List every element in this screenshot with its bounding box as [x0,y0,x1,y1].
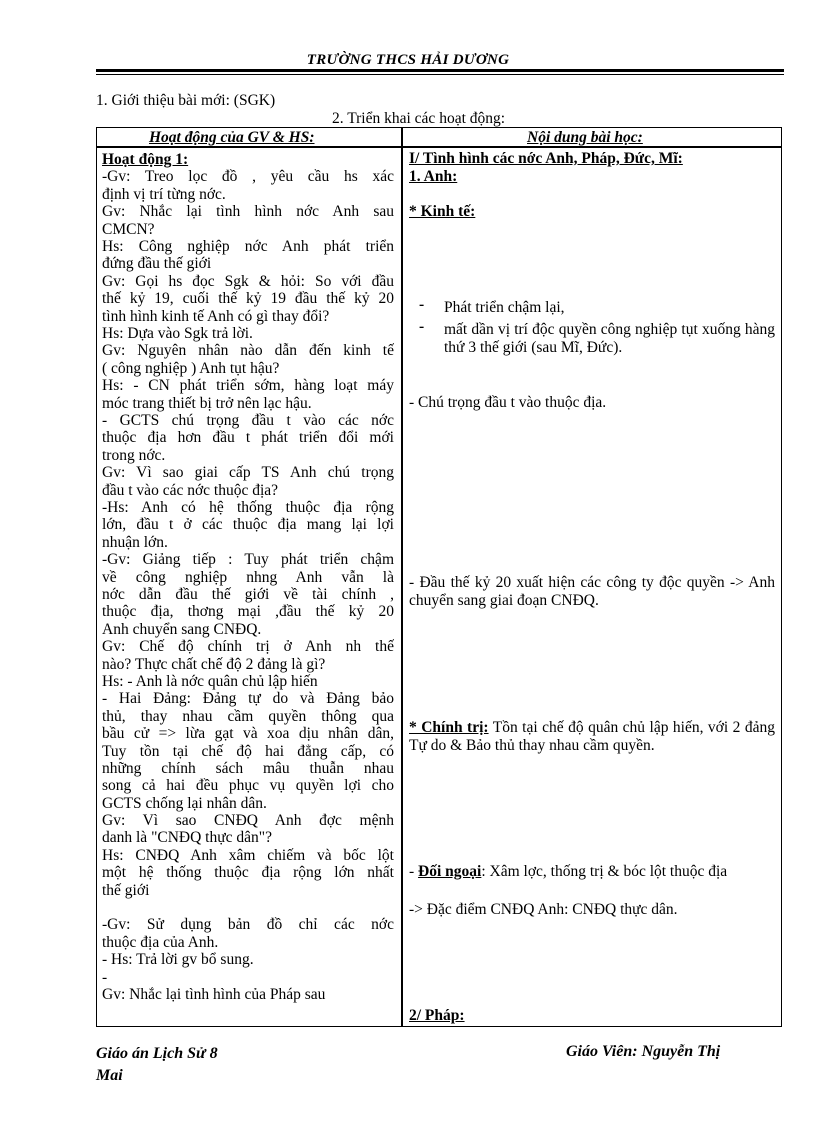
activity-line: - Hs: Trả lời gv bổ sung. [102,951,254,969]
footer-teacher: Giáo Viên: Nguyễn Thị [566,1043,721,1060]
activity-line: thế kỷ 19, cuối thế kỷ 19 đầu thế kỷ 20 [102,290,394,308]
activity-line: danh là "CNĐQ thực dân"? [102,829,272,847]
activity-line: Gv: Nhắc lại tình hình nớc Anh sau [102,203,394,221]
subsection-phap: 2/ Pháp: [409,1007,465,1024]
activity-line: Gv: Nguyên nhân nào dẫn đến kinh tế [102,342,394,360]
characteristic-point: -> Đặc điểm CNĐQ Anh: CNĐQ thực dân. [409,901,678,918]
bullet-marker: - [419,296,425,313]
activity-line: nào? Thực chất chế độ 2 đảng là gì? [102,655,326,673]
activity-title: Hoạt động 1: [102,151,189,168]
activity-line: thuộc địa của Anh. [102,933,219,951]
activity-line: thuộc địa, thơng mại ,đầu thế kỷ 20 [102,603,394,621]
activity-line: Anh chuyển sang CNĐQ. [102,620,262,638]
activity-line: những chính sách mâu thuẫn nhau [102,759,394,777]
activity-line: định vị trí từng nớc. [102,185,226,203]
school-header: TRƯỜNG THCS HẢI DƯƠNG [306,52,510,68]
lesson-table [96,127,782,1027]
activity-line: Hs: Công nghiệp nớc Anh phát triển [102,238,394,255]
economy-bullet-2: - mất dần vị trí độc quyền công nghiệp tụt xuống hàng thứ 3 thế giới (sau Mĩ, Đức). [419,318,775,356]
activity-line: thế giới [102,881,150,899]
economy-label: * Kinh tế: [409,203,476,220]
right-column-header: Nội dung bài học: [527,129,643,146]
activity-line: đầu t vào các nớc thuộc địa? [102,481,279,499]
activity-line [102,899,394,916]
activity-line: tình hình kinh tế Anh có gì thay đổi? [102,307,330,325]
footer-course-cont: Mai [96,1067,123,1084]
left-column-header: Hoạt động của GV & HS: [149,129,315,146]
activity-line: bầu cử => lừa gạt và xoa dịu nhân dân, [102,725,394,743]
foreign-policy-point: - Đối ngoại: Xâm lợc, thống trị & bóc lột thuộc địa [409,863,728,880]
activity-line: Gv: Gọi hs đọc Sgk & hỏi: So với đầu [102,272,394,290]
foreign-policy-label: Đối ngoại [418,863,482,880]
activity-line: Tuy tồn tại chế độ hai đẳng cấp, có [102,742,394,760]
activity-line: - GCTS chú trọng đầu t vào các nớc [102,411,394,429]
teacher-student-activities [102,151,394,1003]
subheading: 2. Triển khai các hoạt động: [332,110,506,127]
activity-line: -Gv: Sử dụng bản đồ chỉ các nớc [102,916,394,934]
economy-bullet-1: - Phát triển chậm lại, [419,296,565,316]
activity-line: -Gv: Giảng tiếp : Tuy phát triển chậm [102,551,394,569]
activity-line: Gv: Chế độ chính trị ở Anh nh thế [102,638,394,656]
activity-line: - [102,968,108,986]
activity-line: móc trang thiết bị trở nên lạc hậu. [102,394,312,412]
activity-line: trong nớc. [102,446,166,464]
subsection-anh: 1. Anh: [409,168,458,185]
activity-line: -Hs: Anh có hệ thống thuộc địa rộng [102,498,394,516]
activity-line: CMCN? [102,220,155,238]
activity-line: GCTS chống lại nhân dân. [102,794,267,812]
activity-line: lớn, đầu t ở các thuộc địa mang lại lợi [102,516,394,534]
activity-line: nhuận lớn. [102,533,168,551]
activity-line: Hs: - CN phát triển sớm, hàng loạt máy [102,377,394,395]
footer-left [96,1043,218,1087]
politics-point [409,719,775,755]
section-title: I/ Tình hình các nớc Anh, Pháp, Đức, Mĩ: [409,150,683,167]
column-divider [401,128,403,1026]
bullet-marker: - [419,318,425,335]
activity-line: - Hai Đảng: Đảng tự do và Đảng bảo [102,690,394,708]
investment-point: - Chú trọng đầu t vào thuộc địa. [409,394,607,411]
activity-line: một hệ thống thuộc địa rộng lớn nhất [102,864,394,882]
imperialism-point: - Đầu thế kỷ 20 xuất hiện các công ty độc quyền -> Anh chuyển sang giai đoạn CNĐQ. [409,574,775,609]
activity-line: thủ, thay nhau cầm quyền thông qua [102,707,394,725]
activity-line: về công nghiệp nhng Anh vẫn là [102,568,394,586]
footer-course: Giáo án Lịch Sử 8 [96,1045,218,1062]
activity-line: Gv: Nhắc lại tình hình của Pháp sau [102,986,326,1004]
activity-line: Hs: - Anh là nớc quân chủ lập hiến [102,672,318,690]
activity-line: Hs: CNĐQ Anh xâm chiếm và bốc lột [102,846,394,864]
activity-line: -Gv: Treo lọc đồ , yêu cầu hs xác [102,168,394,186]
activity-line: song cả hai đều phục vụ quyền lợi cho [102,777,394,795]
activity-line: thuộc địa hơn đầu t phát triển đổi mới [102,429,394,447]
activity-line: ( công nghiệp ) Anh tụt hậu? [102,359,280,377]
activity-line: Hs: Dựa vào Sgk trả lời. [102,324,253,342]
activity-line: Gv: Vì sao CNĐQ Anh đợc mệnh [102,812,394,830]
politics-text: Tồn tại chế độ quân chủ lập hiến, với 2 đảng Tự do & Bảo thủ thay nhau cầm quyền. [409,719,775,754]
activity-line: đứng đầu thế giới [102,255,212,273]
foreign-policy-text: : Xâm lợc, thống trị & bóc lột thuộc địa [481,863,728,880]
activity-line: nớc dẫn đầu thế giới về tài chính , [102,585,394,603]
header-rule-thick [96,69,784,72]
politics-label: * Chính trị: [409,719,489,736]
activity-lines [102,168,394,1003]
intro-line: 1. Giới thiệu bài mới: (SGK) [96,92,276,109]
header-rule-thin [96,74,784,75]
activity-line: Gv: Vì sao giai cấp TS Anh chú trọng [102,464,394,482]
